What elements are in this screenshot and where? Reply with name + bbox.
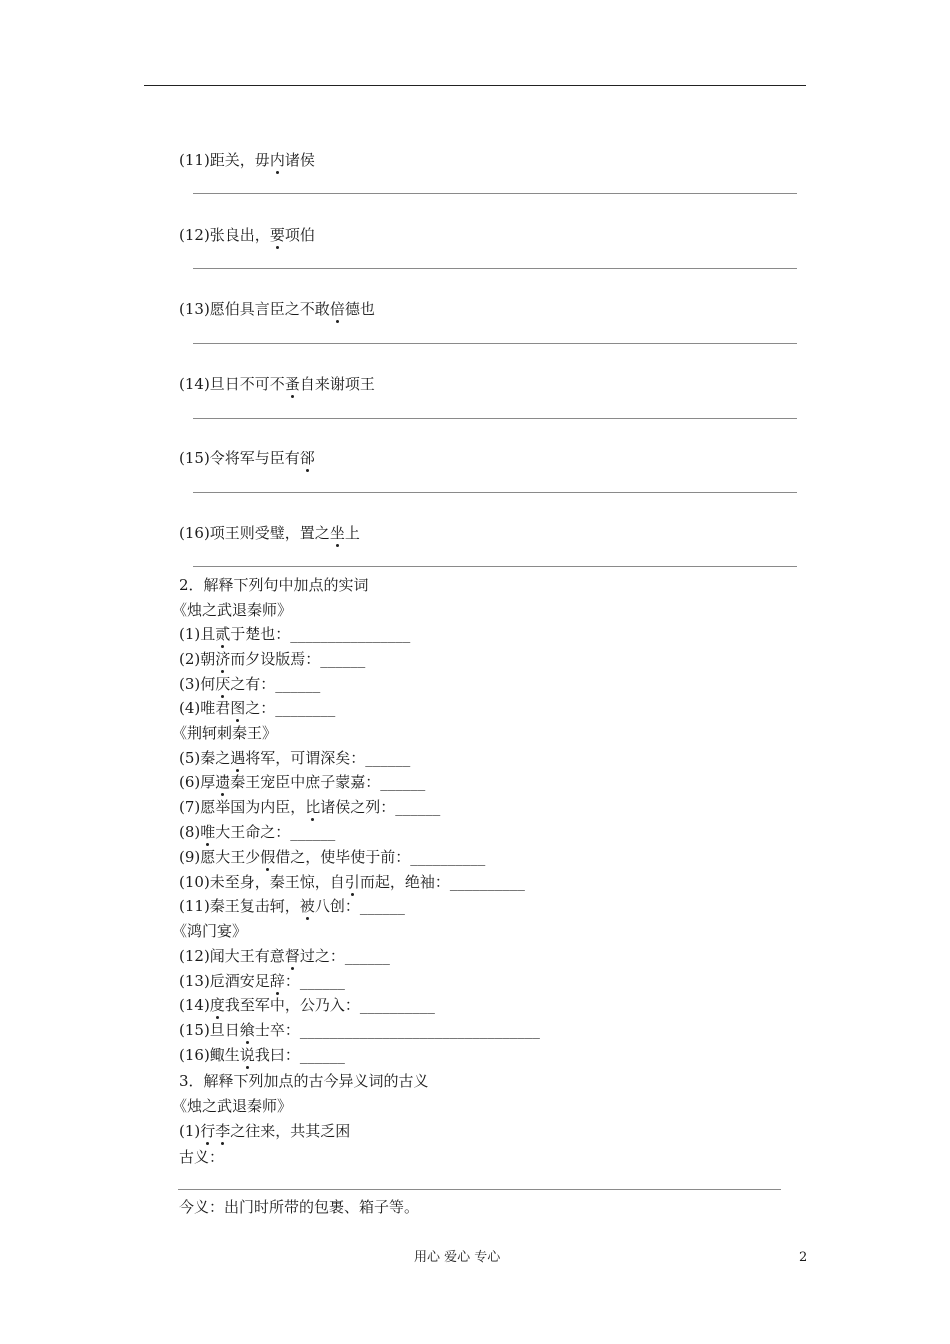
- section-heading: 3．解释下列加点的古今异义词的古义: [179, 1072, 429, 1090]
- gu-yi-label: 古义：: [179, 1148, 225, 1166]
- answer-blank[interactable]: ______: [320, 650, 366, 668]
- answer-blank[interactable]: ______: [359, 897, 405, 915]
- dotted-char: 内: [269, 151, 285, 169]
- answer-blank[interactable]: ______: [344, 947, 390, 965]
- question-item: (10)未至身，秦王惊，自引而起，绝袖：__________: [179, 873, 525, 891]
- dotted-char: 郤: [299, 449, 315, 467]
- question-item: (6)厚遗秦王宠臣中庶子蒙嘉：______: [179, 773, 426, 791]
- answer-blank[interactable]: __________: [449, 873, 525, 891]
- question-item: (8)唯大王命之：______: [179, 823, 336, 841]
- dotted-char: 遇: [230, 749, 246, 767]
- header-rule: [144, 85, 806, 86]
- dotted-char: 贰: [215, 625, 231, 643]
- dotted-char: 坐: [329, 524, 345, 542]
- dotted-char: 蚤: [284, 375, 300, 393]
- question-item: (14)度我至军中，公乃入：__________: [179, 996, 435, 1014]
- question-item: (1)且贰于楚也：________________: [179, 625, 411, 643]
- answer-blank[interactable]: ________________: [290, 625, 411, 643]
- answer-blank[interactable]: ______: [365, 749, 411, 767]
- answer-blank[interactable]: ______: [275, 675, 321, 693]
- answer-blank[interactable]: __________: [410, 848, 486, 866]
- question-item: (16)鲰生说我曰：______: [179, 1046, 345, 1064]
- dotted-char: 督: [284, 947, 300, 965]
- question-item: (9)愿大王少假借之，使毕使于前：__________: [179, 848, 486, 866]
- question-item: (2)朝济而夕设版焉：______: [179, 650, 366, 668]
- answer-blank[interactable]: ______: [395, 798, 441, 816]
- question-item: (16)项王则受璧，置之坐上: [179, 524, 360, 542]
- answer-blank[interactable]: ________: [275, 699, 336, 717]
- dotted-char: 说: [239, 1046, 255, 1064]
- question-item: (14)旦日不可不蚤自来谢项王: [179, 375, 375, 393]
- dotted-char: 图: [230, 699, 246, 717]
- question-item: (11)秦王复击轲，被八创：______: [179, 897, 405, 915]
- answer-blank[interactable]: ______: [299, 1046, 345, 1064]
- answer-line[interactable]: [193, 193, 797, 194]
- text-title: 《烛之武退秦师》: [172, 1097, 293, 1115]
- answer-blank[interactable]: ______: [290, 823, 336, 841]
- question-item: (1)行李之往来，共其乏困: [179, 1122, 351, 1140]
- question-item: (15)令将军与臣有郤: [179, 449, 315, 467]
- dotted-char: 要: [269, 226, 285, 244]
- dotted-char: 济: [215, 650, 231, 668]
- question-item: (13)愿伯具言臣之不敢倍德也: [179, 300, 375, 318]
- question-item: (12)闻大王有意督过之：______: [179, 947, 390, 965]
- question-item: (3)何厌之有：______: [179, 675, 321, 693]
- dotted-char: 比: [305, 798, 321, 816]
- answer-line[interactable]: [178, 1189, 781, 1190]
- answer-line[interactable]: [193, 343, 797, 344]
- dotted-char: 倍: [329, 300, 345, 318]
- text-title: 《鸿门宴》: [172, 922, 248, 940]
- question-item: (13)卮酒安足辞：______: [179, 972, 345, 990]
- page-number: 2: [799, 1250, 808, 1265]
- answer-line[interactable]: [193, 268, 797, 269]
- answer-blank[interactable]: __________: [359, 996, 435, 1014]
- question-item: (7)愿举国为内臣，比诸侯之列：______: [179, 798, 441, 816]
- dotted-char: 行: [200, 1122, 216, 1140]
- answer-line[interactable]: [193, 492, 797, 493]
- dotted-char: 假: [260, 848, 276, 866]
- answer-blank[interactable]: ________________________________: [299, 1021, 540, 1039]
- question-item: (4)唯君图之：________: [179, 699, 336, 717]
- jin-yi-text: 今义：出门时所带的包裹、箱子等。: [179, 1198, 420, 1216]
- dotted-char: 被: [299, 897, 315, 915]
- dotted-char: 飨: [239, 1021, 255, 1039]
- text-title: 《烛之武退秦师》: [172, 601, 293, 619]
- dotted-char: 引: [344, 873, 360, 891]
- dotted-char: 度: [209, 996, 225, 1014]
- question-item: (5)秦之遇将军，可谓深矣：______: [179, 749, 411, 767]
- dotted-char: 厌: [215, 675, 231, 693]
- dotted-char: 辞: [269, 972, 285, 990]
- section-heading: 2．解释下列句中加点的实词: [179, 576, 369, 594]
- answer-line[interactable]: [193, 566, 797, 567]
- question-item: (12)张良出，要项伯: [179, 226, 315, 244]
- dotted-char: 李: [215, 1122, 231, 1140]
- answer-line[interactable]: [193, 418, 797, 419]
- dotted-char: 唯: [200, 823, 216, 841]
- text-title: 《荆轲刺秦王》: [172, 724, 278, 742]
- dotted-char: 遗: [215, 773, 231, 791]
- question-item: (11)距关，毋内诸侯: [179, 151, 315, 169]
- answer-blank[interactable]: ______: [380, 773, 426, 791]
- question-item: (15)旦日飨士卒：________________________________: [179, 1021, 540, 1039]
- answer-blank[interactable]: ______: [299, 972, 345, 990]
- footer-motto: 用心 爱心 专心: [414, 1250, 501, 1265]
